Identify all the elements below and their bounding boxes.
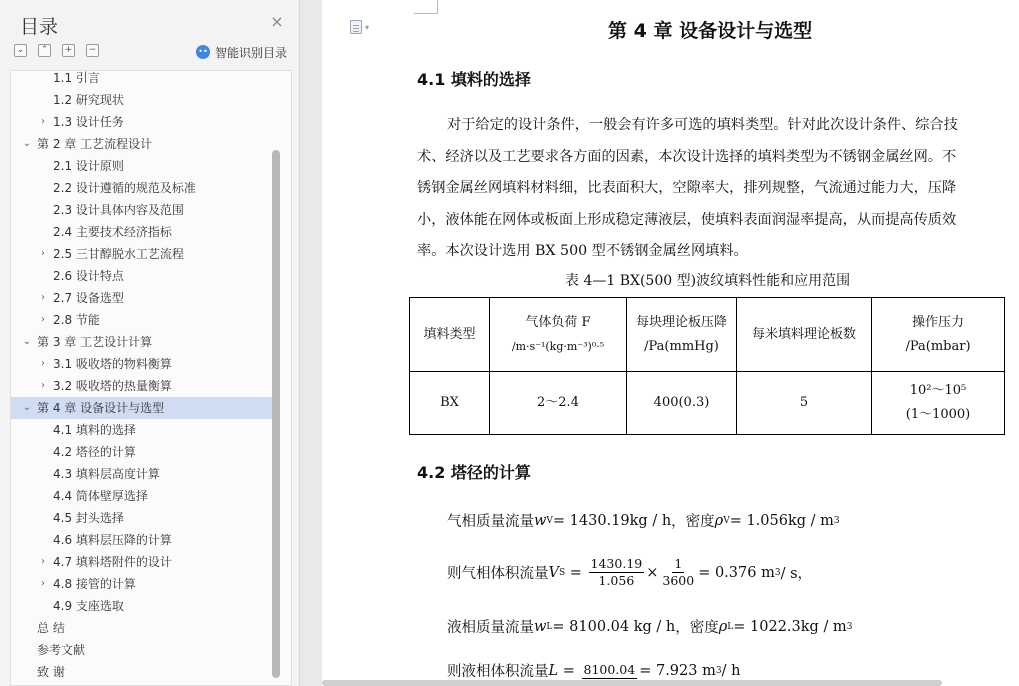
toc-item[interactable] [11,70,273,89]
header-cell-line: 操作压力 [911,314,964,330]
toc-item-label: 2.3 设计具体内容及范围 [53,203,184,217]
paragraph-line: 率。本次设计选用 BX 500 型不锈钢金属丝网填料。 [417,243,748,259]
chevron-right-icon[interactable]: › [41,578,45,589]
toc-item-label: 2.5 三甘醇脱水工艺流程 [53,247,184,261]
toc-item-label: 4.9 支座选取 [53,599,124,613]
remove-heading-button[interactable]: − [86,44,99,57]
close-icon[interactable]: × [270,12,284,31]
formula-text: 则气相体积流量 [447,566,549,582]
toc-item[interactable] [11,287,273,309]
toc-item[interactable] [11,463,273,485]
formula-var: L [548,662,559,679]
toc-item[interactable] [11,639,273,661]
toc-item[interactable] [11,507,273,529]
header-cell: 每米填料理论板数 [737,298,872,372]
formula-text: 气相质量流量 [447,514,534,530]
formula-text: 则液相体积流量 [447,664,549,680]
chevron-right-icon[interactable]: › [41,314,45,325]
toc-item-label: 4.2 塔径的计算 [53,445,136,459]
toc-item-label: 参考文献 [37,643,86,657]
page-corner-mark [414,0,438,14]
formula-value: = 1430.19kg / h [552,512,672,529]
formula-unit: / h [721,662,741,679]
chapter-title: 第 4 章 设备设计与选型 [608,20,813,42]
smart-recognize-toc-button[interactable] [196,44,287,60]
table-cell: 400(0.3) [627,372,737,435]
header-cell-line: 气体负荷 F [525,314,591,330]
formula-op: = [565,564,587,581]
caret-down-icon: ▾ [365,22,370,32]
toc-scrollbar[interactable] [272,150,280,678]
header-cell: 填料类型 [410,298,490,372]
formula-sub: V [546,515,553,526]
chevron-right-icon[interactable]: › [41,116,45,127]
paragraph-line: 锈钢金属丝网填料材料细，比表面积大，空隙率大，排列规整，气流通过能力大，压降 [417,180,957,196]
toc-item-label: 4.3 填料层高度计算 [53,467,160,481]
toc-item[interactable] [11,243,273,265]
toc-item-label: 2.7 设备选型 [53,291,124,305]
toc-item-label: 1.1 引言 [53,71,100,85]
toc-item[interactable] [11,551,273,573]
toc-chapter-item[interactable] [11,397,273,419]
formula-value: = 1.056kg / m [729,512,834,529]
section-4-1-title: 4.1 填料的选择 [417,70,531,89]
document-area [300,0,1019,686]
toc-item-label: 4.5 封头选择 [53,511,124,525]
toc-item-label: 4.4 筒体壁厚选择 [53,489,148,503]
paragraph-line: 对于给定的设计条件，一般会有许多可选的填料类型。针对此次设计条件、综合技 [447,117,958,133]
collapse-all-button[interactable]: ⌄ [14,44,27,57]
chevron-down-icon[interactable]: ⌄ [22,402,32,413]
toc-item[interactable] [11,199,273,221]
formula-value: = 8100.04 kg / h [552,618,676,635]
table-cell: 2～2.4 [490,372,627,435]
header-cell [872,298,1005,372]
formula-var: ρ [714,512,724,529]
toc-item-label: 2.6 设计特点 [53,269,124,283]
formula-gas-mass-flow [447,510,840,531]
formula-op: × [646,564,659,581]
packing-spec-table [409,297,1005,435]
table-caption: 表 4—1 BX(500 型)波纹填料性能和应用范围 [565,273,851,289]
formula-text: 液相质量流量 [447,620,534,636]
fraction-numerator: 1 [674,556,683,571]
toc-item-label: 2.4 主要技术经济指标 [53,225,172,239]
toc-item[interactable] [11,265,273,287]
sidebar-title: 目录 [20,16,59,38]
fraction-denominator: 1.056 [598,573,635,588]
formula-value: = 0.376 m [698,564,775,581]
formula-exp: 3 [833,515,840,526]
formula-text: ，密度 [675,620,719,636]
ai-icon: •• [196,45,210,59]
toc-item[interactable] [11,529,273,551]
paragraph-line: 术、经济以及工艺要求各方面的因素，本次设计选择的填料类型为不锈钢金属丝网。不 [417,148,957,165]
chevron-right-icon[interactable]: › [41,380,45,391]
smart-recognize-label: 智能识别目录 [215,45,288,60]
formula-var: w [534,512,547,529]
chevron-right-icon[interactable]: › [41,248,45,259]
toc-item-label: 4.1 填料的选择 [53,423,136,437]
header-cell-line: /m·s⁻¹(kg·m⁻³)⁰·⁵ [511,339,605,353]
toc-item[interactable] [11,573,273,595]
horizontal-scrollbar[interactable] [322,680,942,686]
formula-sub: L [546,621,553,632]
formula-exp: 3 [846,621,853,632]
toc-item[interactable] [11,177,273,199]
toc-item[interactable] [11,419,273,441]
toc-chapter-item[interactable] [11,331,273,353]
header-cell-line: /Pa(mmHg) [644,338,719,354]
formula-value: = 7.923 m [639,662,716,679]
fraction [589,556,645,589]
toc-item-label: 4.7 填料塔附件的设计 [53,555,172,569]
formula-unit: / s， [780,566,813,582]
chevron-down-icon[interactable]: ⌄ [22,336,32,347]
toc-item-label: 致 谢 [37,665,65,679]
toc-item[interactable] [11,309,273,331]
toc-item-label: 2.1 设计原则 [53,159,124,173]
toc-item-label: 总 结 [37,621,65,635]
toc-item-label: 3.1 吸收塔的物料衡算 [53,357,172,371]
toc-item[interactable] [11,485,273,507]
fraction-numerator: 1430.19 [590,556,643,571]
toc-item-label: 第 4 章 设备设计与选型 [37,401,165,415]
table-cell: 5 [737,372,872,435]
toc-item[interactable] [11,441,273,463]
formula-value: = 1022.3kg / m [733,618,847,635]
toc-item[interactable] [11,661,273,683]
fraction-denominator: 3600 [662,573,695,588]
document-page [322,0,1019,686]
add-heading-button[interactable]: + [62,44,75,57]
toc-item[interactable] [11,221,273,243]
toc-item[interactable] [11,617,273,639]
toc-item-label: 2.2 设计遵循的规范及标准 [53,181,196,195]
toc-tree [10,70,292,686]
formula-sub: S [558,567,566,578]
table-cell-line: (1～1000) [905,407,971,422]
formula-liquid-mass-flow [447,616,852,637]
toc-item-label: 4.8 接管的计算 [53,577,136,591]
chevron-right-icon[interactable]: › [41,556,45,567]
formula-text: ，密度 [671,514,715,530]
toc-item-label: 1.2 研究现状 [53,93,124,107]
fraction [582,662,638,679]
toc-item[interactable] [11,155,273,177]
formula-var: V [548,564,559,581]
formula-op: = [558,662,580,679]
table-cell: BX [410,372,490,435]
formula-var: ρ [718,618,728,635]
page-menu-button[interactable] [350,20,369,34]
header-cell [490,298,627,372]
toc-item-label: 第 3 章 工艺设计计算 [37,335,153,349]
formula-liquid-volume-flow [447,660,740,681]
formula-sub: L [727,621,734,632]
toc-item-label: 4.6 填料层压降的计算 [53,533,172,547]
header-cell [627,298,737,372]
toc-item[interactable] [11,111,273,133]
expand-up-button[interactable]: ⌃ [38,44,51,57]
header-cell-line: 每块理论板压降 [635,314,727,330]
toc-chapter-item[interactable] [11,133,273,155]
document-icon [350,20,362,34]
chevron-right-icon[interactable]: › [41,292,45,303]
formula-var: w [534,618,547,635]
fraction-numerator: 8100.04 [583,662,636,677]
formula-gas-volume-flow [447,556,812,589]
formula-exp: 3 [774,567,781,578]
toc-item[interactable] [11,353,273,375]
toc-item-label: 2.8 节能 [53,313,100,327]
header-cell-line: /Pa(mbar) [905,338,971,354]
chevron-down-icon[interactable]: ⌄ [22,138,32,149]
table-header-row [410,298,1005,372]
toc-item-label: 第 2 章 工艺流程设计 [37,137,153,151]
table-row [410,372,1005,435]
table-cell [872,372,1005,435]
toc-item-label: 1.3 设计任务 [53,115,124,129]
paragraph-line: 小，液体能在网体或板面上形成稳定薄液层，使填料表面润湿率提高，从而提高传质效 [417,211,957,228]
toc-item[interactable] [11,375,273,397]
section-4-2-title: 4.2 塔径的计算 [417,463,531,482]
formula-sub: V [723,515,730,526]
toc-sidebar [0,0,300,686]
fraction [660,556,696,589]
toc-item[interactable] [11,89,273,111]
toc-item[interactable] [11,595,273,617]
formula-exp: 3 [715,665,722,676]
section-4-1-paragraph [417,110,1017,268]
table-cell-line: 10²～10⁵ [909,383,967,398]
chevron-right-icon[interactable]: › [41,358,45,369]
toc-item-label: 3.2 吸收塔的热量衡算 [53,379,172,393]
